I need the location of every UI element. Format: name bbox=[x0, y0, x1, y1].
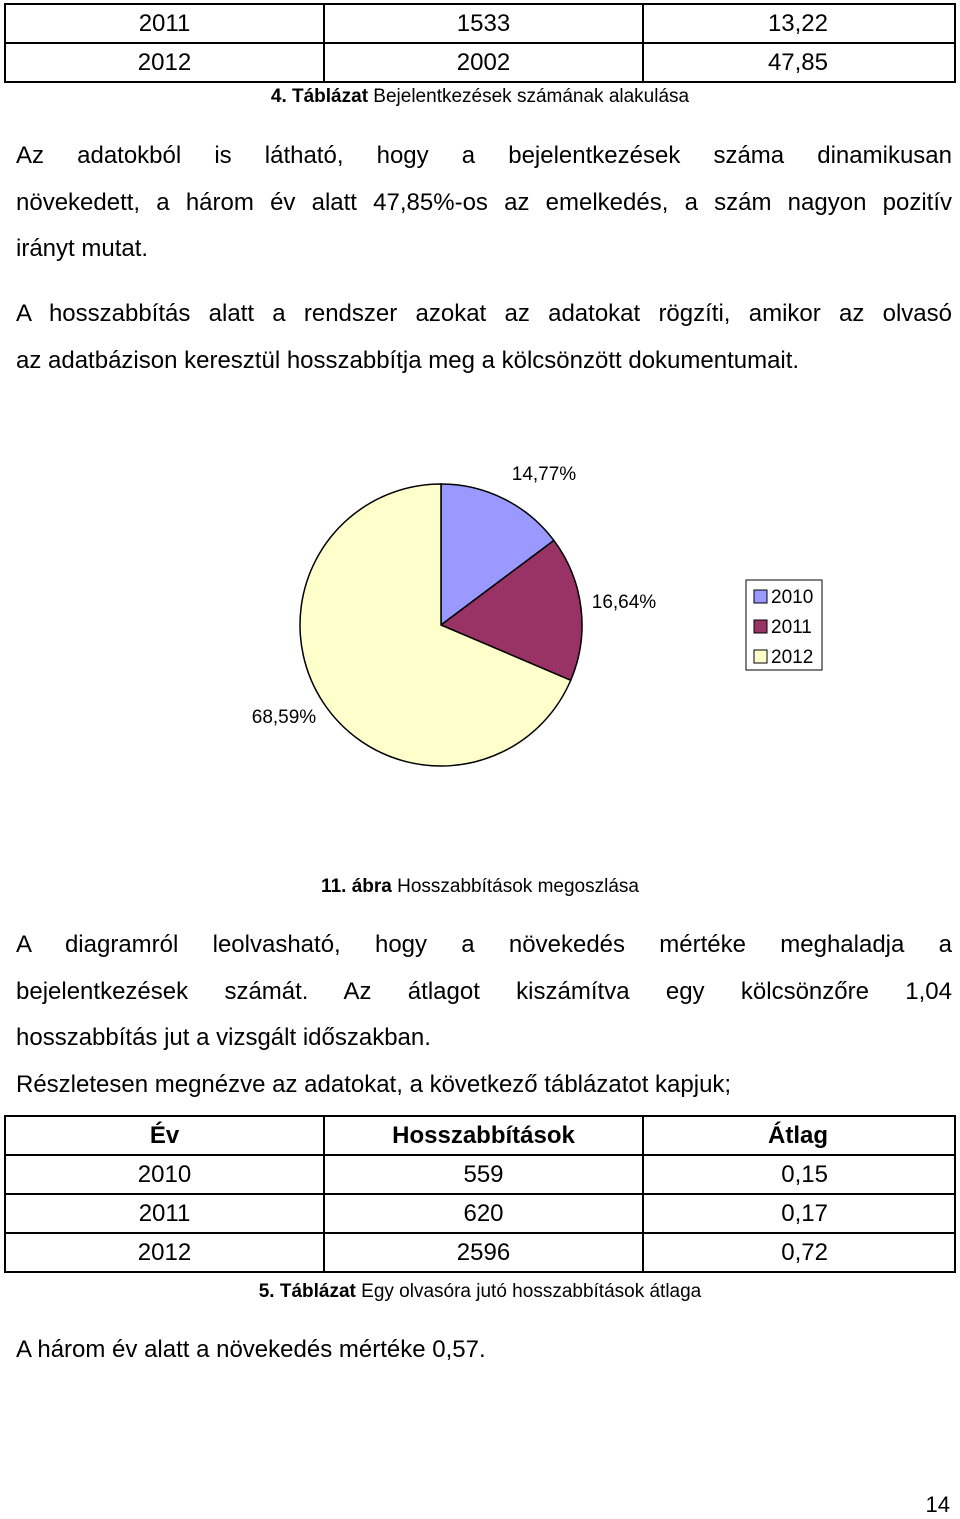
pie-chart bbox=[0, 380, 960, 870]
table-row bbox=[5, 43, 955, 82]
table-row bbox=[5, 4, 955, 43]
paragraph-4 bbox=[16, 1062, 952, 1109]
caption-text: Egy olvasóra jutó hosszabbítások átlaga bbox=[355, 1281, 702, 1302]
table-row bbox=[5, 1155, 955, 1194]
page-number: 14 bbox=[925, 1492, 950, 1517]
table-cell: 2011 bbox=[5, 4, 324, 43]
caption-number: 4. Táblázat bbox=[270, 86, 369, 107]
legend-label-2010: 2010 bbox=[771, 587, 814, 608]
table-cell: 2010 bbox=[5, 1155, 324, 1194]
table-row bbox=[5, 1194, 955, 1233]
table-cell: 0,17 bbox=[643, 1194, 955, 1233]
table-cell: 0,72 bbox=[643, 1233, 955, 1272]
table-row bbox=[5, 1233, 955, 1272]
paragraph-2 bbox=[16, 291, 952, 384]
legend-swatch-2011 bbox=[754, 620, 767, 633]
pie-slices bbox=[300, 484, 582, 766]
data-label-2011: 16,64% bbox=[591, 592, 657, 613]
table-cell: 2011 bbox=[5, 1194, 324, 1233]
legend-swatch-2010 bbox=[754, 590, 767, 603]
caption-text: Bejelentkezések számának alakulása bbox=[368, 86, 690, 107]
table-cell: 2012 bbox=[5, 1233, 324, 1272]
data-label-2010: 14,77% bbox=[511, 464, 577, 485]
caption-number: 11. ábra bbox=[321, 876, 392, 897]
table-4 bbox=[4, 3, 956, 83]
legend-swatch-2012 bbox=[754, 650, 767, 663]
table-header-row bbox=[5, 1116, 955, 1155]
text-line: A hosszabbítás alatt a rendszer azokat az adatokat rögzíti, amikor az olvasó bbox=[16, 300, 952, 327]
table-cell: 620 bbox=[324, 1194, 643, 1233]
table-4-caption bbox=[0, 86, 960, 108]
paragraph-1 bbox=[16, 133, 952, 273]
text-line: az adatbázison keresztül hosszabbítja meg a kölcsönzött dokumentumait. bbox=[16, 346, 800, 374]
table-5 bbox=[4, 1115, 956, 1273]
text-line: hosszabbítás jut a vizsgált időszakban. bbox=[16, 1024, 431, 1051]
table-cell: 2596 bbox=[324, 1233, 643, 1272]
table-cell: 559 bbox=[324, 1155, 643, 1194]
data-label-2012: 68,59% bbox=[251, 707, 317, 728]
text-line: bejelentkezések számát. Az átlagot kiszámítva egy kölcsönzőre 1,04 bbox=[16, 977, 952, 1005]
column-header: Év bbox=[5, 1116, 324, 1155]
text-line: Részletesen megnézve az adatokat, a következő táblázatot kapjuk; bbox=[16, 1071, 732, 1098]
text-line: A diagramról leolvasható, hogy a növekedés mértéke meghaladja a bbox=[16, 931, 952, 958]
legend-label-2012: 2012 bbox=[771, 647, 814, 668]
legend-label-2011: 2011 bbox=[771, 617, 812, 638]
paragraph-5 bbox=[16, 1327, 952, 1374]
caption-number: 5. Táblázat bbox=[258, 1281, 356, 1302]
table-cell: 2002 bbox=[324, 43, 643, 82]
table-cell: 13,22 bbox=[643, 4, 955, 43]
column-header: Átlag bbox=[643, 1116, 955, 1155]
figure-11-caption bbox=[0, 876, 960, 898]
text-line: Az adatokból is látható, hogy a bejelentkezések száma dinamikusan bbox=[16, 142, 952, 169]
table-cell: 0,15 bbox=[643, 1155, 955, 1194]
chart-legend bbox=[746, 580, 822, 670]
table-cell: 2012 bbox=[5, 43, 324, 82]
text-line: A három év alatt a növekedés mértéke 0,57. bbox=[16, 1336, 486, 1363]
text-line: irányt mutat. bbox=[16, 235, 149, 262]
table-cell: 1533 bbox=[324, 4, 643, 43]
caption-text: Hosszabbítások megoszlása bbox=[391, 876, 639, 897]
paragraph-3 bbox=[16, 922, 952, 1062]
column-header: Hosszabbítások bbox=[324, 1116, 643, 1155]
table-5-caption bbox=[0, 1281, 960, 1303]
text-line: növekedett, a három év alatt 47,85%-os az emelkedés, a szám nagyon pozitív bbox=[16, 188, 952, 216]
table-cell: 47,85 bbox=[643, 43, 955, 82]
